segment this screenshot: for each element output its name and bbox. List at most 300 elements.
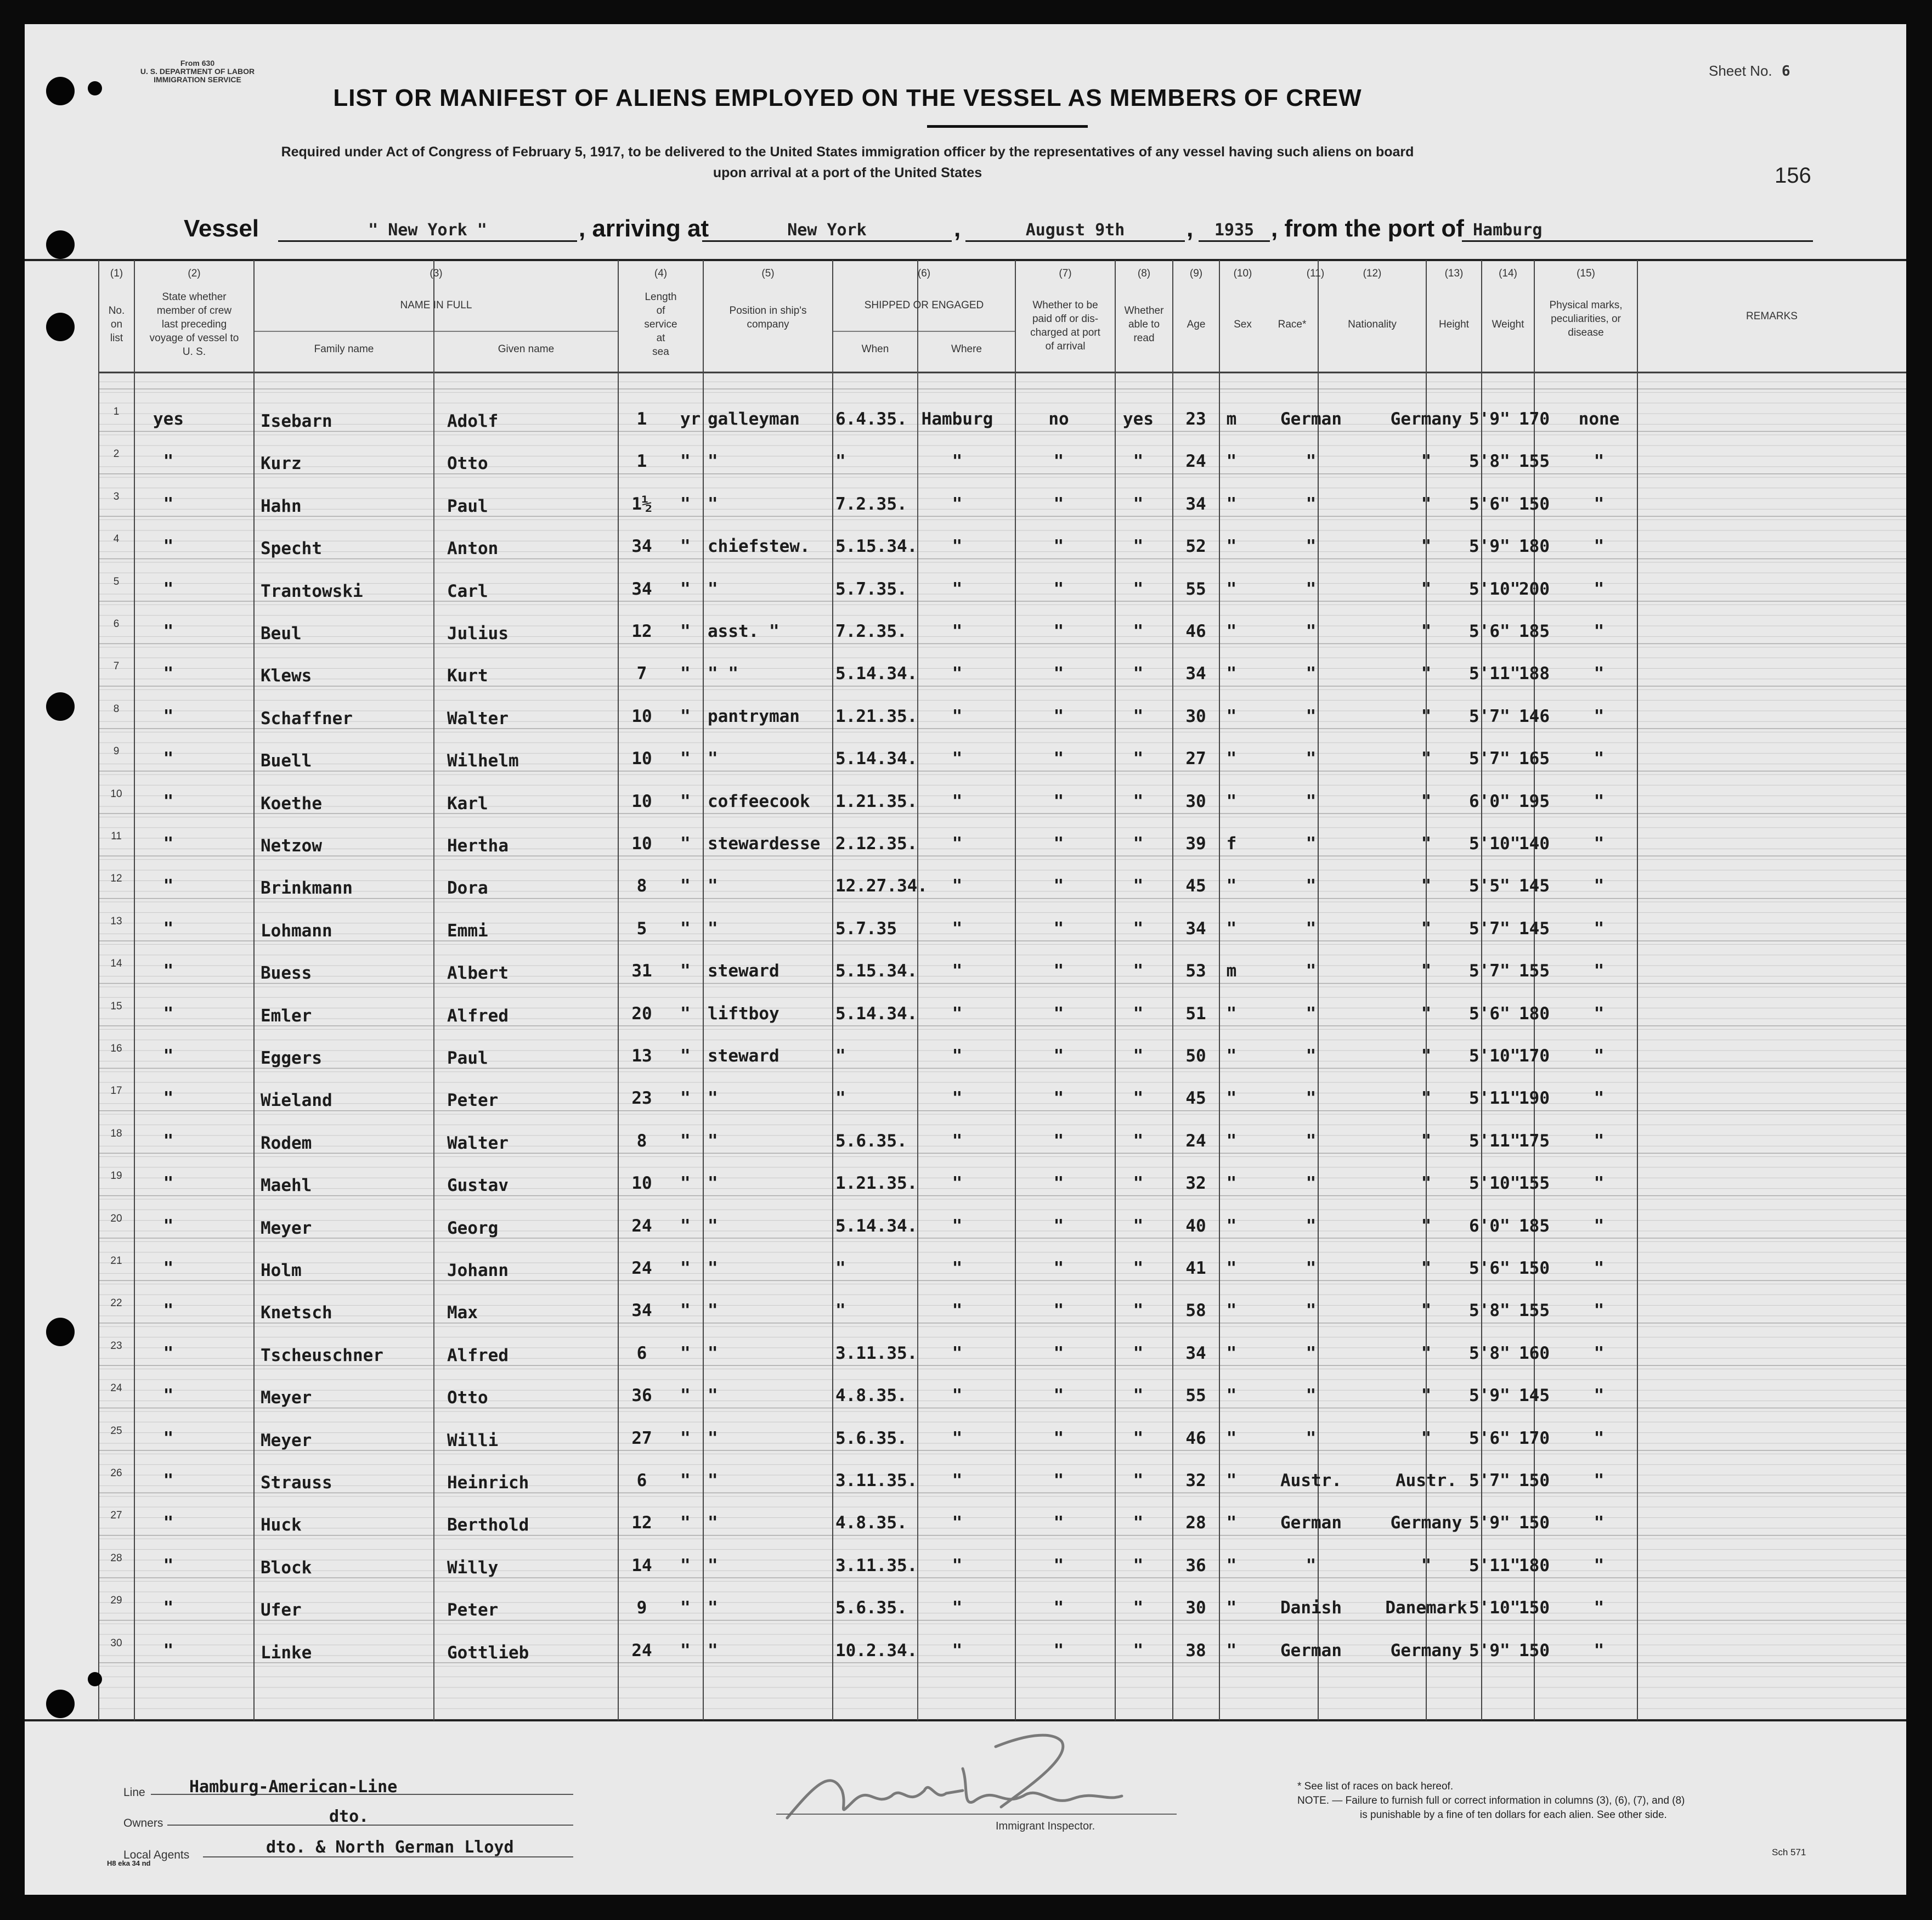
able-to-read-cell: " [1133, 791, 1144, 811]
from-port: Hamburg [1462, 221, 1813, 242]
race-cell: " [1306, 834, 1317, 854]
header-length-of-service-line: sea [652, 346, 669, 358]
header-previous-voyage-line: State whether [162, 291, 227, 303]
shipped-where-cell: " [952, 1301, 963, 1321]
position-cell: " [708, 1640, 718, 1661]
header-name-in-full: NAME IN FULL [400, 300, 472, 311]
header-list-number-line: No. [108, 305, 125, 317]
race-cell: Danish [1280, 1598, 1342, 1618]
position-cell: steward [708, 961, 779, 981]
service-unit-cell: " [680, 876, 691, 896]
shipped-where-cell: " [952, 749, 963, 769]
prev-voyage-cell: " [163, 1088, 174, 1109]
form-header [107, 59, 288, 84]
family-name-cell: Maehl [261, 1176, 312, 1196]
shipped-when-cell: 5.6.35. [835, 1131, 907, 1151]
prev-voyage-cell: " [163, 1003, 174, 1024]
age-cell: 24 [1185, 1131, 1206, 1151]
race-cell: " [1306, 1088, 1317, 1109]
service-unit-cell: " [680, 1343, 691, 1363]
sex-cell: " [1226, 791, 1237, 811]
arrival-year: 1935 [1199, 221, 1270, 242]
arrival-date: August 9th [965, 221, 1185, 242]
family-name-cell: Strauss [261, 1473, 332, 1493]
row-number: 18 [110, 1127, 122, 1139]
weight-cell: 190 [1519, 1088, 1550, 1109]
row-number: 24 [110, 1382, 122, 1394]
race-cell: German [1280, 1513, 1342, 1533]
service-unit-cell: " [680, 664, 691, 684]
row-number: 28 [110, 1552, 122, 1564]
service-unit-cell: " [680, 1046, 691, 1066]
height-cell: 5'7" [1469, 961, 1510, 981]
subtitle-line-2: upon arrival at a port of the United States [713, 165, 982, 180]
service-unit-cell: " [680, 1216, 691, 1236]
position-cell: liftboy [708, 1003, 779, 1024]
column-number-c11: (11) [1306, 268, 1325, 279]
paid-off-cell: " [1053, 537, 1064, 557]
race-cell: German [1280, 409, 1342, 429]
shipped-when-cell: 12.27.34. [835, 876, 928, 896]
sex-cell: " [1226, 664, 1237, 684]
signature-rule [776, 1814, 1177, 1815]
weight-cell: 175 [1519, 1131, 1550, 1151]
given-name-cell: Peter [447, 1091, 499, 1111]
able-to-read-cell: " [1133, 1046, 1144, 1066]
physical-marks-cell: none [1578, 409, 1620, 429]
prev-voyage-cell: " [163, 622, 174, 641]
paid-off-cell: " [1053, 1513, 1064, 1533]
nationality-cell: " [1421, 494, 1432, 514]
given-name-cell: Walter [447, 708, 509, 729]
given-name-cell: Kurt [447, 666, 488, 686]
service-length-cell: 10 [631, 834, 652, 854]
age-cell: 58 [1185, 1301, 1206, 1321]
service-unit-cell: " [680, 1428, 691, 1448]
race-cell: " [1306, 537, 1317, 557]
service-unit-cell: " [680, 1598, 691, 1618]
prev-voyage-cell: " [163, 1343, 174, 1363]
nationality-cell: " [1421, 876, 1432, 896]
paid-off-cell: " [1053, 1258, 1064, 1278]
service-length-cell: 12 [631, 1513, 652, 1533]
age-cell: 36 [1185, 1555, 1206, 1575]
given-name-cell: Otto [447, 454, 488, 474]
shipped-when-cell: " [835, 1301, 846, 1321]
service-unit-cell: " [680, 579, 691, 599]
height-cell: 5'10" [1469, 834, 1521, 854]
able-to-read-cell: " [1133, 579, 1144, 599]
nationality-cell: Danemark [1385, 1598, 1467, 1618]
paid-off-cell: " [1053, 706, 1064, 726]
sex-cell: " [1226, 451, 1237, 472]
physical-marks-cell: " [1594, 961, 1605, 981]
race-cell: " [1306, 1216, 1317, 1236]
column-number-c6: (6) [917, 268, 931, 279]
able-to-read-cell: yes [1123, 409, 1154, 429]
able-to-read-cell: " [1133, 451, 1144, 472]
column-number-c2: (2) [188, 268, 201, 279]
weight-cell: 145 [1519, 876, 1550, 896]
service-length-cell: 8 [636, 876, 647, 896]
sheet-value: 6 [1781, 63, 1790, 80]
race-cell: " [1306, 494, 1317, 514]
service-unit-cell: " [680, 1003, 691, 1024]
prev-voyage-cell: " [163, 1386, 174, 1406]
race-cell: " [1306, 1258, 1317, 1278]
owners-label: Owners [123, 1817, 163, 1829]
position-cell: " [708, 494, 718, 514]
header-able-to-read-line: able to [1128, 319, 1160, 330]
able-to-read-cell: " [1133, 1003, 1144, 1024]
paid-off-cell: " [1053, 664, 1064, 684]
nationality-cell: " [1421, 1088, 1432, 1109]
shipped-when-cell: 5.15.34. [835, 537, 918, 557]
header-remarks: REMARKS [1746, 310, 1798, 322]
shipped-where-cell: " [952, 537, 963, 557]
position-cell: " [708, 1216, 718, 1236]
able-to-read-cell: " [1133, 1428, 1144, 1448]
age-cell: 51 [1185, 1003, 1206, 1024]
given-name-cell: Willi [447, 1430, 499, 1450]
shipped-where-cell: " [952, 1471, 963, 1490]
family-name-cell: Brinkmann [261, 878, 353, 899]
physical-marks-cell: " [1594, 834, 1605, 854]
nationality-cell: " [1421, 1343, 1432, 1363]
position-cell: asst. " [708, 622, 779, 641]
shipped-when-cell: 5.7.35. [835, 579, 907, 599]
age-cell: 24 [1185, 451, 1206, 472]
prev-voyage-cell: " [163, 494, 174, 514]
nationality-cell: " [1421, 1216, 1432, 1236]
shipped-where-cell: " [952, 494, 963, 514]
age-cell: 32 [1185, 1173, 1206, 1194]
given-name-cell: Johann [447, 1261, 509, 1280]
family-name-cell: Tscheuschner [261, 1345, 383, 1365]
vessel-name: " New York " [278, 221, 577, 242]
height-cell: 5'9" [1469, 409, 1510, 429]
age-cell: 34 [1185, 918, 1206, 939]
weight-cell: 150 [1519, 1258, 1550, 1278]
physical-marks-cell: " [1594, 1173, 1605, 1194]
row-number: 16 [110, 1043, 122, 1054]
print-code: H8 eka 34 nd [107, 1859, 151, 1867]
shipped-when-cell: 7.2.35. [835, 622, 907, 641]
position-cell: stewardesse [708, 834, 821, 854]
form-number: From 630 [180, 59, 215, 67]
header-length-of-service-line: Length [645, 291, 677, 303]
physical-marks-cell: " [1594, 1258, 1605, 1278]
service-length-cell: 24 [631, 1640, 652, 1661]
paid-off-cell: " [1053, 494, 1064, 514]
family-name-cell: Meyer [261, 1218, 312, 1238]
comma-2: , [1187, 215, 1194, 242]
binder-hole [46, 1318, 75, 1346]
physical-marks-cell: " [1594, 1386, 1605, 1406]
race-cell: " [1306, 1003, 1317, 1024]
weight-cell: 185 [1519, 622, 1550, 641]
shipped-when-cell: 1.21.35. [835, 706, 918, 726]
service-length-cell: 34 [631, 1301, 652, 1321]
prev-voyage-cell: " [163, 1471, 174, 1490]
able-to-read-cell: " [1133, 1088, 1144, 1109]
position-cell: " [708, 1386, 718, 1406]
paid-off-cell: " [1053, 918, 1064, 939]
row-number: 13 [110, 915, 122, 927]
shipped-where-cell: " [952, 1003, 963, 1024]
height-cell: 6'0" [1469, 1216, 1510, 1236]
paid-off-cell: " [1053, 749, 1064, 769]
sex-cell: " [1226, 579, 1237, 599]
able-to-read-cell: " [1133, 1216, 1144, 1236]
given-name-cell: Heinrich [447, 1473, 529, 1493]
given-name-cell: Alfred [447, 1006, 509, 1026]
sex-cell: " [1226, 1003, 1237, 1024]
service-length-cell: 31 [631, 961, 652, 981]
nationality-cell: " [1421, 961, 1432, 981]
inspector-label: Immigrant Inspector. [996, 1820, 1095, 1832]
age-cell: 45 [1185, 876, 1206, 896]
prev-voyage-cell: " [163, 791, 174, 811]
weight-cell: 165 [1519, 749, 1550, 769]
service-length-cell: 5 [636, 918, 647, 939]
prev-voyage-cell: " [163, 1216, 174, 1236]
physical-marks-cell: " [1594, 706, 1605, 726]
column-number-c12: (12) [1363, 268, 1382, 279]
shipped-when-cell: 2.12.35. [835, 834, 918, 854]
height-cell: 5'10" [1469, 1173, 1521, 1194]
family-name-cell: Linke [261, 1642, 312, 1663]
shipped-where-cell: " [952, 1513, 963, 1533]
weight-cell: 170 [1519, 1428, 1550, 1448]
sex-cell: " [1226, 622, 1237, 641]
able-to-read-cell: " [1133, 622, 1144, 641]
sex-cell: " [1226, 1046, 1237, 1066]
physical-marks-cell: " [1594, 1640, 1605, 1661]
family-name-cell: Isebarn [261, 411, 332, 431]
race-cell: " [1306, 1131, 1317, 1151]
given-name-cell: Hertha [447, 836, 509, 856]
shipped-when-cell: " [835, 1258, 846, 1278]
weight-cell: 155 [1519, 451, 1550, 472]
family-name-cell: Buell [261, 751, 312, 771]
weight-cell: 150 [1519, 1471, 1550, 1490]
age-cell: 34 [1185, 494, 1206, 514]
nationality-cell: " [1421, 1386, 1432, 1406]
given-name-cell: Julius [447, 624, 509, 643]
sex-cell: " [1226, 918, 1237, 939]
row-number: 14 [110, 958, 122, 970]
paid-off-cell: " [1053, 1428, 1064, 1448]
age-cell: 38 [1185, 1640, 1206, 1661]
punch-mark [88, 1672, 102, 1686]
given-name-cell: Albert [447, 963, 509, 984]
prev-voyage-cell: " [163, 451, 174, 472]
line-value: Hamburg-American-Line [189, 1777, 398, 1797]
given-name-cell: Emmi [447, 921, 488, 941]
shipped-when-cell: 1.21.35. [835, 1173, 918, 1194]
header-paid-off-line: of arrival [1045, 341, 1086, 352]
column-number-c1: (1) [110, 268, 123, 279]
weight-cell: 200 [1519, 579, 1550, 599]
position-cell: " [708, 579, 718, 599]
family-name-cell: Hahn [261, 496, 302, 516]
shipped-where-cell: " [952, 834, 963, 854]
physical-marks-cell: " [1594, 537, 1605, 557]
service-length-cell: 1 [636, 409, 647, 429]
physical-marks-cell: " [1594, 1046, 1605, 1066]
shipped-when-cell: 5.14.34. [835, 1216, 918, 1236]
able-to-read-cell: " [1133, 876, 1144, 896]
shipped-when-cell: " [835, 451, 846, 472]
service-length-cell: 6 [636, 1471, 647, 1490]
shipped-when-cell: 5.7.35 [835, 918, 897, 939]
nationality-cell: " [1421, 537, 1432, 557]
line-label: Line [123, 1786, 145, 1799]
sex-cell: f [1226, 834, 1237, 854]
shipped-where-cell: " [952, 1386, 963, 1406]
height-cell: 5'6" [1469, 1003, 1510, 1024]
service-length-cell: 34 [631, 579, 652, 599]
shipped-when-cell: 1.21.35. [835, 791, 918, 811]
physical-marks-cell: " [1594, 1301, 1605, 1321]
service-unit-cell: " [680, 1088, 691, 1109]
prev-voyage-cell: " [163, 1046, 174, 1066]
age-cell: 27 [1185, 749, 1206, 769]
shipped-when-cell: 5.14.34. [835, 664, 918, 684]
header-list-number [99, 304, 134, 345]
nationality-cell: " [1421, 918, 1432, 939]
position-cell: " [708, 1131, 718, 1151]
service-length-cell: 36 [631, 1386, 652, 1406]
physical-marks-cell: " [1594, 494, 1605, 514]
able-to-read-cell: " [1133, 1173, 1144, 1194]
row-number: 9 [113, 746, 120, 758]
header-paid-off-line: paid off or dis- [1032, 313, 1099, 325]
age-cell: 55 [1185, 579, 1206, 599]
given-name-cell: Gustav [447, 1176, 509, 1196]
shipped-when-cell: " [835, 1046, 846, 1066]
header-physical-marks-line: disease [1568, 327, 1604, 338]
row-number: 7 [113, 660, 120, 673]
race-cell: " [1306, 1428, 1317, 1448]
paid-off-cell: " [1053, 1003, 1064, 1024]
shipped-where-cell: " [952, 579, 963, 599]
column-number-c14: (14) [1499, 268, 1517, 279]
age-cell: 30 [1185, 791, 1206, 811]
age-cell: 53 [1185, 961, 1206, 981]
shipped-when-cell: 7.2.35. [835, 494, 907, 514]
nationality-cell: " [1421, 451, 1432, 472]
row-number: 5 [113, 575, 120, 588]
height-cell: 5'8" [1469, 451, 1510, 472]
position-cell: " " [708, 664, 738, 684]
age-cell: 32 [1185, 1471, 1206, 1490]
binder-hole [46, 313, 75, 341]
family-name-cell: Wieland [261, 1091, 332, 1111]
physical-marks-cell: " [1594, 1343, 1605, 1363]
header-previous-voyage-line: voyage of vessel to [149, 332, 239, 344]
header-previous-voyage [134, 290, 254, 359]
header-paid-off [1015, 298, 1115, 353]
header-position [703, 304, 833, 331]
prev-voyage-cell: " [163, 1301, 174, 1321]
age-cell: 30 [1185, 706, 1206, 726]
nationality-cell: " [1421, 622, 1432, 641]
race-cell: " [1306, 918, 1317, 939]
header-nationality: Nationality [1348, 319, 1397, 330]
comma-1: , [954, 215, 961, 242]
column-number-c13: (13) [1444, 268, 1464, 279]
shipped-when-cell: 5.15.34. [835, 961, 918, 981]
service-unit-cell: " [680, 1301, 691, 1321]
weight-cell: 150 [1519, 1598, 1550, 1618]
family-name-cell: Ufer [261, 1600, 302, 1620]
header-position-line: company [747, 319, 789, 330]
row-number: 2 [113, 448, 120, 460]
row-number: 12 [110, 873, 122, 885]
physical-marks-cell: " [1594, 749, 1605, 769]
prev-voyage-cell: yes [153, 409, 184, 429]
service-length-cell: 20 [631, 1003, 652, 1024]
row-number: 25 [110, 1425, 122, 1437]
row-number: 21 [110, 1255, 122, 1267]
prev-voyage-cell: " [163, 1513, 174, 1533]
able-to-read-cell: " [1133, 1301, 1144, 1321]
given-name-cell: Anton [447, 539, 499, 559]
footnote [1297, 1780, 1685, 1822]
family-name-cell: Netzow [261, 836, 322, 856]
sex-cell: " [1226, 1088, 1237, 1109]
column-number-c10: (10) [1233, 268, 1252, 279]
sex-cell: " [1226, 749, 1237, 769]
shipped-where-cell: " [952, 664, 963, 684]
sex-cell: " [1226, 1513, 1237, 1533]
weight-cell: 160 [1519, 1343, 1550, 1363]
header-age: Age [1187, 319, 1206, 330]
shipped-where-cell: " [952, 1216, 963, 1236]
position-cell: " [708, 1258, 718, 1278]
prev-voyage-cell: " [163, 961, 174, 981]
paid-off-cell: " [1053, 1173, 1064, 1194]
weight-cell: 180 [1519, 1555, 1550, 1575]
race-cell: " [1306, 451, 1317, 472]
department-name: U. S. DEPARTMENT OF LABOR [140, 67, 255, 76]
given-name-cell: Alfred [447, 1345, 509, 1365]
weight-cell: 188 [1519, 664, 1550, 684]
row-number: 1 [113, 406, 120, 417]
header-physical-marks-line: peculiarities, or [1551, 313, 1621, 325]
family-name-cell: Rodem [261, 1133, 312, 1153]
shipped-when-cell: " [835, 1088, 846, 1109]
owners-rule [167, 1825, 573, 1826]
header-able-to-read [1115, 304, 1173, 345]
height-cell: 5'9" [1469, 1640, 1510, 1661]
column-number-c8: (8) [1137, 268, 1151, 279]
schedule-number: Sch 571 [1772, 1847, 1806, 1857]
prev-voyage-cell: " [163, 1258, 174, 1278]
from-port-label: , from the port of [1271, 215, 1464, 242]
position-cell: galleyman [708, 409, 800, 429]
physical-marks-cell: " [1594, 1088, 1605, 1109]
penalty-note-2: is punishable by a fine of ten dollars for each alien. See other side. [1360, 1809, 1667, 1821]
header-position-line: Position in ship's [729, 305, 807, 317]
family-name-cell: Emler [261, 1006, 312, 1026]
able-to-read-cell: " [1133, 918, 1144, 939]
shipped-where-cell: " [952, 1046, 963, 1066]
physical-marks-cell: " [1594, 664, 1605, 684]
header-list-number-line: list [110, 332, 123, 344]
